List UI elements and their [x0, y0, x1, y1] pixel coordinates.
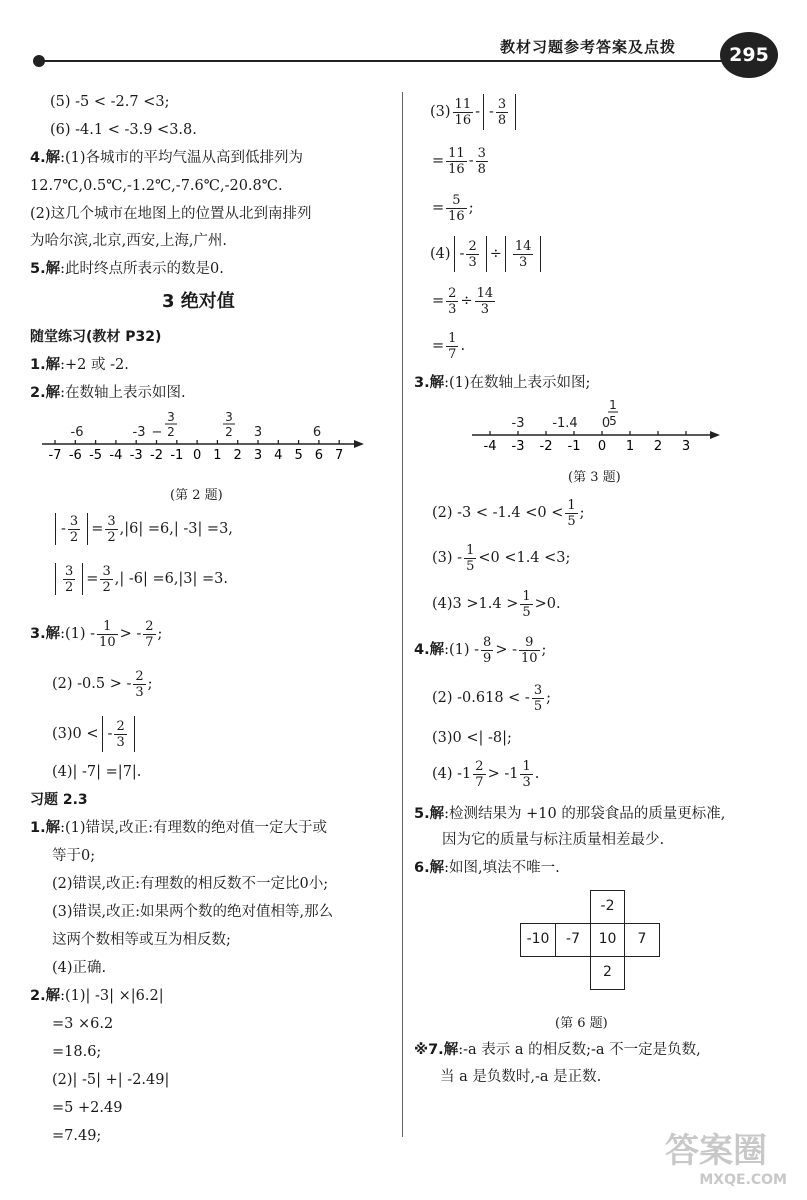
q4r-line3: (3)0 <| -8|; [432, 730, 512, 746]
axis-arrow-icon [354, 440, 364, 448]
semicolon: ; [546, 690, 551, 706]
frac-2-3 [133, 669, 145, 700]
q5r-number: 5. [414, 806, 430, 822]
q4-number: 4. [30, 150, 46, 166]
q4r-answer-label: 解 [429, 642, 445, 658]
frac-5-16 [446, 193, 467, 224]
semicolon: ; [541, 642, 547, 658]
r3-line2 [432, 145, 490, 177]
q7-number: ※7. [414, 1042, 444, 1058]
abs-fourteen-thirds [505, 236, 542, 272]
tick-label: 1 [213, 448, 222, 463]
frac-1-5 [565, 498, 577, 529]
q5-answer-label: 解 [45, 261, 61, 277]
number-line-q3 [468, 395, 728, 457]
den: 2 [69, 529, 79, 545]
den: 5 [533, 698, 543, 714]
tick-label: -3 [511, 439, 525, 454]
semicolon: ; [157, 626, 163, 642]
q4-line1 [30, 148, 303, 168]
r3-line1 [430, 94, 519, 130]
q4-line2: 12.7℃,0.5℃,-1.2℃,-7.6℃,-20.8℃. [30, 178, 283, 194]
tick-label: -2 [539, 439, 553, 454]
abs-neg-two-thirds [102, 716, 135, 752]
nl1-label-neg3: -3 [132, 425, 146, 440]
q6-line [414, 858, 560, 878]
tick-label: 3 [681, 439, 691, 454]
abs-neg-two-thirds-r [454, 236, 487, 272]
num: 3 [65, 563, 74, 579]
r3-label: (3) [430, 104, 451, 120]
divide-sign: ÷ [489, 246, 502, 262]
q5-number: 5. [30, 261, 46, 277]
frac-2-3-b [114, 719, 126, 750]
grid-cell-center: 10 [590, 923, 625, 957]
q6-answer-label: 解 [429, 860, 445, 876]
frac-9-10 [519, 635, 540, 666]
nl2-label-neg1-4: -1.4 [552, 416, 578, 431]
gt-minus: > - [119, 626, 142, 642]
num: 1 [522, 588, 531, 604]
q5r-line2: 因为它的质量与标注质量相差最少. [442, 832, 665, 848]
den: 5 [522, 604, 531, 620]
q4r-line2 [432, 682, 551, 714]
p1-number: 1. [30, 357, 46, 373]
num: 2 [116, 718, 125, 734]
frac-2-7 [143, 619, 155, 650]
num: 3 [477, 145, 486, 161]
number-line-q2 [40, 405, 370, 475]
e1-line5: 这两个数相等或互为相反数; [52, 932, 231, 948]
num: 3 [69, 513, 79, 529]
frac-3-5 [532, 683, 544, 714]
num: 2 [135, 668, 144, 684]
cross-number-grid [520, 890, 660, 990]
nl2-label-neg3: -3 [511, 416, 525, 431]
period: . [460, 338, 466, 354]
frac-11-16-b [446, 146, 467, 177]
q5r-answer-label: 解 [429, 806, 445, 822]
q7-text: :-a 表示 a 的相反数;-a 不一定是负数, [458, 1042, 701, 1058]
den: 2 [102, 579, 111, 595]
e2-line1 [30, 986, 164, 1006]
header-rule [40, 60, 740, 62]
r4-line1 [430, 236, 544, 272]
den: 10 [521, 650, 538, 666]
num: 3 [533, 682, 543, 698]
gt-minus-one: > -1 [487, 766, 519, 782]
frac-1-10 [97, 619, 118, 650]
den: 2 [65, 579, 74, 595]
grid-cell-top: -2 [590, 890, 625, 924]
e2-line6: =7.49; [52, 1128, 102, 1144]
e2-line4: (2)| -5| +| -2.49| [52, 1072, 170, 1088]
tick-label: 4 [274, 448, 283, 463]
num: 3 [102, 563, 111, 579]
minus: - [475, 104, 480, 120]
q4-answer-label: 解 [45, 150, 61, 166]
section-title: 3 绝对值 [162, 291, 235, 312]
p3-line2 [52, 668, 153, 700]
tick-label: 2 [233, 448, 242, 463]
frac-1-5-b [464, 543, 476, 574]
den: 3 [116, 734, 125, 750]
frac-2-7-r [473, 759, 485, 790]
q4r-line1 [414, 634, 546, 666]
q7-answer-label: 解 [443, 1042, 459, 1058]
p2-abs-rest-1: ,|6| =6,| -3| =3, [119, 521, 233, 537]
tick-label: -6 [68, 448, 82, 463]
e2-line3: =18.6; [52, 1044, 102, 1060]
num: 11 [448, 145, 465, 161]
den: 9 [483, 650, 492, 666]
q5-line [30, 259, 224, 279]
q4r-line4 [432, 758, 539, 790]
header-title: 教材习题参考答案及点拨 [500, 38, 677, 56]
tick-label: 0 [192, 448, 202, 463]
e2-line2: =3 ×6.2 [52, 1016, 114, 1032]
q3-2-prefix: (2) -3 < -1.4 <0 < [432, 505, 564, 521]
num: 2 [468, 238, 477, 254]
tick-label: 2 [653, 439, 663, 454]
num: 1 [466, 542, 475, 558]
p2-answer-label: 解 [45, 385, 61, 401]
p2-text: :在数轴上表示如图. [60, 385, 186, 401]
nl1-frac-den-2: 2 [225, 425, 233, 439]
e2-number: 2. [30, 988, 46, 1004]
den: 7 [475, 774, 484, 790]
tick-label: 7 [335, 448, 344, 463]
num: 9 [519, 635, 540, 651]
frac-2-3-r [466, 239, 478, 270]
minus-sign: - [489, 104, 494, 120]
semicolon: ; [468, 200, 474, 216]
q5-text: :此时终点所表示的数是0. [60, 261, 224, 277]
num: 1 [567, 497, 576, 513]
frac-14-3-b [475, 286, 496, 317]
q5r-text: :检测结果为 +10 的那袋食品的质量更标准, [444, 806, 726, 822]
num: 14 [476, 285, 494, 301]
frac-3-2-d [100, 564, 112, 595]
e1-answer-label: 解 [45, 820, 61, 836]
den: 5 [567, 513, 576, 529]
frac-8-9 [481, 635, 493, 666]
p3-line3 [52, 716, 138, 752]
tick-label: 0 [597, 439, 607, 454]
q7-line1 [414, 1040, 701, 1060]
grid-cell-4: 7 [624, 923, 660, 957]
num: 8 [483, 634, 492, 650]
nl1-caption: (第 2 题) [170, 488, 223, 503]
frac-3-2 [68, 514, 80, 545]
p2-abs-line1 [52, 513, 233, 545]
tick-label: -2 [150, 448, 163, 463]
exercise-title: 习题 2.3 [30, 792, 88, 808]
equals: = [86, 571, 99, 587]
watermark-url: MXQE.COM [699, 1172, 787, 1188]
frac-3-8-b [476, 146, 488, 177]
q3-3-rest: <0 <1.4 <3; [478, 550, 571, 566]
nl2-frac-den: 5 [609, 414, 617, 428]
e2-text: :(1)| -3| ×|6.2| [60, 988, 164, 1004]
den: 16 [448, 161, 465, 177]
den: 3 [522, 774, 531, 790]
nl1-label-3: 3 [253, 425, 263, 440]
abs-neg-three-halves [55, 513, 88, 545]
q3-line3 [432, 542, 570, 574]
tick-label: -1 [170, 448, 184, 463]
p2-line [30, 383, 186, 403]
q3-line2 [432, 497, 585, 529]
num: 14 [514, 238, 532, 254]
frac-1-7 [446, 331, 458, 362]
q7-line2: 当 a 是负数时,-a 是正数. [440, 1069, 602, 1085]
p3-number: 3. [30, 626, 46, 642]
num: 2 [145, 618, 154, 634]
p3-3-prefix: (3)0 < [52, 726, 99, 742]
tick-label: 5 [294, 448, 303, 463]
frac-3-2-c [63, 564, 75, 595]
num: 1 [448, 330, 457, 346]
nl1-frac-num-1: 3 [167, 410, 175, 424]
q3-4-prefix: (4)3 >1.4 > [432, 596, 519, 612]
den: 16 [454, 112, 472, 128]
p3-line1 [30, 618, 162, 650]
minus-sign: - [107, 726, 113, 742]
r4-label: (4) [430, 246, 451, 262]
equals: = [432, 153, 445, 169]
den: 7 [448, 346, 457, 362]
e1-line4: (3)错误,改正:如果两个数的绝对值相等,那么 [52, 904, 334, 920]
den: 2 [107, 529, 116, 545]
abs-neg-three-eighths [483, 94, 516, 130]
p1-answer-label: 解 [45, 357, 61, 373]
num: 1 [97, 619, 118, 635]
tick-label: -3 [129, 448, 143, 463]
nl2-label-0: 0 [601, 416, 611, 431]
practice-title: 随堂练习(教材 P32) [30, 329, 162, 345]
q6-number: 6. [414, 860, 430, 876]
tick-label: -5 [89, 448, 103, 463]
frac-3-2-b [105, 514, 117, 545]
p1-line [30, 355, 129, 375]
tick-label: 1 [625, 439, 635, 454]
den: 3 [135, 684, 144, 700]
r4-line3 [432, 330, 465, 362]
tick-label: 3 [253, 448, 263, 463]
q3-3-prefix: (3) - [432, 550, 463, 566]
q5r-line1 [414, 804, 725, 824]
q3-text: :(1)在数轴上表示如图; [444, 375, 591, 391]
divide-sign: ÷ [460, 293, 473, 309]
num: 2 [475, 758, 484, 774]
semicolon: ; [147, 676, 153, 692]
den: 16 [448, 208, 465, 224]
q4r-1-prefix: :(1) - [444, 642, 480, 658]
q3-line [414, 373, 590, 393]
q4-line4: 为哈尔滨,北京,西安,上海,广州. [30, 233, 228, 249]
nl1-label-6: 6 [312, 425, 322, 440]
axis-arrow-icon [710, 431, 720, 439]
e1-line2: 等于0; [52, 848, 96, 864]
den: 7 [145, 634, 154, 650]
r4-line2 [432, 285, 497, 317]
r3-line3 [432, 192, 474, 224]
p2-number: 2. [30, 385, 46, 401]
e1-line6: (4)正确. [52, 960, 107, 976]
num: 3 [497, 96, 507, 112]
den: 8 [497, 112, 507, 128]
minus: - [468, 153, 474, 169]
equals: = [432, 338, 445, 354]
tick-label: 6 [314, 448, 324, 463]
grid-cell-bottom: 2 [590, 956, 625, 990]
column-divider [402, 92, 403, 1137]
frac-1-3 [520, 759, 532, 790]
tick-label: -4 [483, 439, 497, 454]
equals: = [432, 200, 445, 216]
nl2-caption: (第 3 题) [568, 470, 621, 485]
page-number: 295 [720, 32, 778, 78]
q4-line3: (2)这几个城市在地图上的位置从北到南排列 [30, 206, 312, 222]
den: 5 [466, 558, 475, 574]
semicolon: ; [579, 505, 585, 521]
q4r-number: 4. [414, 642, 430, 658]
num: 11 [454, 96, 472, 112]
line-ineq-5: (5) -5 < -2.7 <3; [50, 94, 170, 110]
tick-label: -4 [109, 448, 123, 463]
p1-text: :+2 或 -2. [60, 357, 129, 373]
gt-minus: > - [495, 642, 517, 658]
q4r-4-prefix: (4) -1 [432, 766, 472, 782]
q3-4-rest: >0. [534, 596, 561, 612]
den: 10 [99, 634, 116, 650]
minus-sign: - [61, 521, 66, 537]
q3-line4 [432, 588, 561, 620]
frac-3-8 [496, 97, 508, 128]
frac-14-3 [513, 239, 534, 270]
den: 3 [480, 301, 489, 317]
e1-line3: (2)错误,改正:有理数的相反数不一定比0小; [52, 876, 329, 892]
q3-answer-label: 解 [429, 375, 445, 391]
num: 3 [107, 513, 116, 529]
q4-text: :(1)各城市的平均气温从高到低排列为 [60, 150, 304, 166]
grid-cell-1: -10 [520, 923, 556, 957]
den: 3 [519, 254, 528, 270]
q3-number: 3. [414, 375, 430, 391]
num: 2 [448, 285, 457, 301]
grid-cell-2: -7 [555, 923, 591, 957]
frac-1-5-c [520, 589, 532, 620]
e1-text: :(1)错误,改正:有理数的绝对值一定大于或 [60, 820, 328, 836]
equals: = [91, 521, 104, 537]
frac-2-3-r2 [446, 286, 458, 317]
equals: = [432, 293, 445, 309]
abs-three-halves [55, 563, 83, 595]
nl1-frac-den-1: 2 [167, 425, 175, 439]
num: 5 [446, 193, 467, 209]
nl1-label-neg6: -6 [70, 425, 84, 440]
tick-label: -7 [48, 448, 62, 463]
page-header [0, 0, 807, 80]
p2-abs-rest-2: ,| -6| =6,|3| =3. [114, 571, 229, 587]
p3-line4: (4)| -7| =|7|. [52, 764, 142, 780]
line-ineq-6: (6) -4.1 < -3.9 <3.8. [50, 122, 197, 138]
den: 3 [448, 301, 457, 317]
nl1-frac-num-2: 3 [225, 410, 233, 424]
q4r-2-prefix: (2) -0.618 < - [432, 690, 530, 706]
tick-label: -1 [567, 439, 581, 454]
grid-caption: (第 6 题) [555, 1016, 608, 1031]
e1-number: 1. [30, 820, 46, 836]
den: 8 [477, 161, 486, 177]
watermark-logo: 答案圈 [665, 1131, 767, 1171]
frac-11-16 [453, 97, 474, 128]
period: . [534, 766, 540, 782]
e1-line1 [30, 818, 327, 838]
den: 3 [468, 254, 477, 270]
e2-answer-label: 解 [45, 988, 61, 1004]
e2-line5: =5 +2.49 [52, 1100, 123, 1116]
num: 1 [522, 758, 531, 774]
p3-1-prefix: :(1) - [60, 626, 96, 642]
nl2-frac-num: 1 [609, 398, 617, 412]
p3-2-prefix: (2) -0.5 > - [52, 676, 132, 692]
nl1-label-neg-three-halves: − [151, 425, 163, 440]
p3-answer-label: 解 [45, 626, 61, 642]
p2-abs-line2 [52, 563, 228, 595]
q6-text: :如图,填法不唯一. [444, 860, 560, 876]
minus-sign: - [459, 246, 465, 262]
